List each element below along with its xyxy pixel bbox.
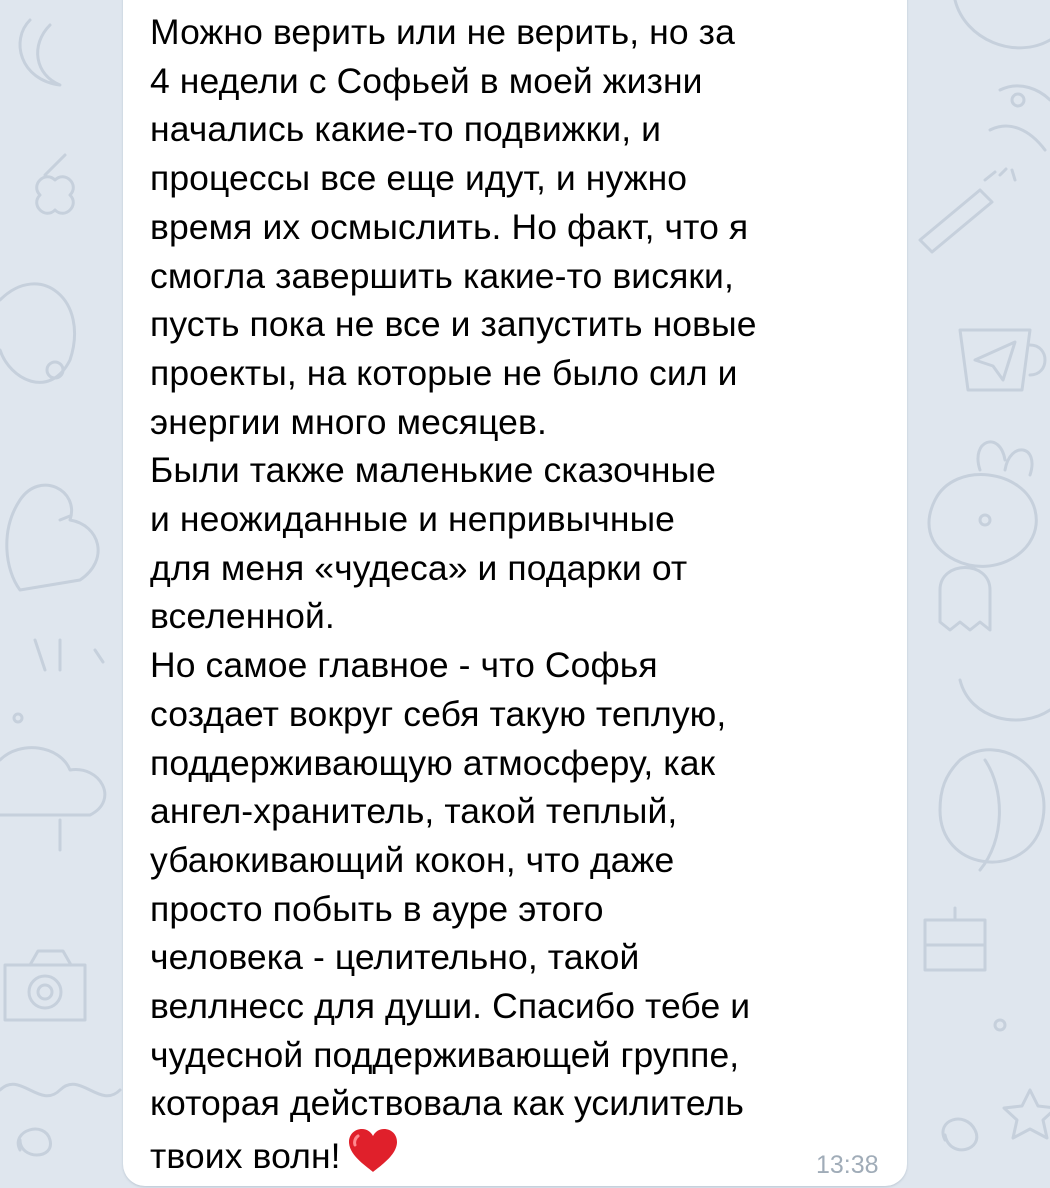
camera-lens-inner-doodle — [38, 985, 52, 999]
ghost-doodle — [940, 568, 990, 631]
wave-doodle — [0, 1084, 120, 1096]
message-line: энергии много месяцев. — [150, 401, 547, 442]
message-line: смогла завершить какие-то висяки, — [150, 255, 734, 296]
message-line: Были также маленькие сказочные — [150, 450, 716, 491]
cake-doodle — [925, 908, 985, 970]
heart-shape — [349, 1129, 397, 1172]
message-line: для меня «чудеса» и подарки от — [150, 547, 688, 588]
message-line: время их осмыслить. Но факт, что я — [150, 206, 749, 247]
right-small-circle-doodle — [1012, 94, 1024, 106]
bird-doodle — [7, 485, 98, 590]
swirl-right-doodle — [943, 1119, 977, 1150]
message-line: просто побыть в ауре этого — [150, 888, 604, 929]
message-line: процессы все еще идут, и нужно — [150, 158, 688, 199]
message-time: 13:38 — [816, 1151, 879, 1179]
message-last-line — [150, 1128, 890, 1187]
message-line: вселенной. — [150, 596, 335, 637]
cloud-doodle — [0, 748, 105, 815]
message-line: поддерживающую атмосферу, как — [150, 742, 716, 783]
message-line: чудесной поддерживающей группе, — [150, 1034, 740, 1075]
small-dot-doodle — [14, 714, 22, 722]
flower-doodle — [37, 155, 74, 213]
banana-doodle — [960, 680, 1050, 720]
message-line: ангел-хранитель, такой теплый, — [150, 791, 678, 832]
right-arc-doodle — [955, 0, 1050, 48]
right-dot-doodle — [995, 1020, 1005, 1030]
message-line: убаюкивающий кокон, что даже — [150, 839, 675, 880]
message-line: и неожиданные и непривычные — [150, 499, 676, 540]
bird-leg-doodle — [35, 640, 103, 670]
camera-lens-doodle — [29, 976, 61, 1008]
moon-doodle — [20, 20, 60, 85]
bunny-eye-doodle — [980, 515, 990, 525]
message-line: которая действовала как усилитель — [150, 1083, 744, 1124]
message-line: человека - целительно, такой — [150, 937, 640, 978]
message-line: проекты, на которые не было сил и — [150, 352, 738, 393]
message-text — [150, 8, 890, 1187]
message-line: Но самое главное - что Софья — [150, 645, 658, 686]
message-line: твоих волн! — [150, 1136, 341, 1177]
red-heart-icon — [347, 1128, 399, 1187]
message-line: начались какие-то подвижки, и — [150, 109, 662, 150]
message-line: Можно верить или не верить, но за — [150, 12, 735, 52]
paper-plane-doodle — [975, 342, 1015, 380]
message-line: 4 недели с Софьей в моей жизни — [150, 60, 703, 101]
swirl-doodle — [18, 1129, 50, 1155]
message-line: создает вокруг себя такую теплую, — [150, 693, 727, 734]
bunny-doodle — [929, 442, 1036, 566]
message-line: веллнесс для души. Спасибо тебе и — [150, 986, 751, 1027]
star-doodle — [1004, 1090, 1050, 1138]
ball-doodle — [940, 750, 1044, 870]
dot-doodle — [47, 362, 63, 378]
message-line: пусть пока не все и запустить новые — [150, 304, 757, 345]
cigar-doodle — [920, 172, 995, 252]
note-doodle — [1000, 169, 1015, 180]
